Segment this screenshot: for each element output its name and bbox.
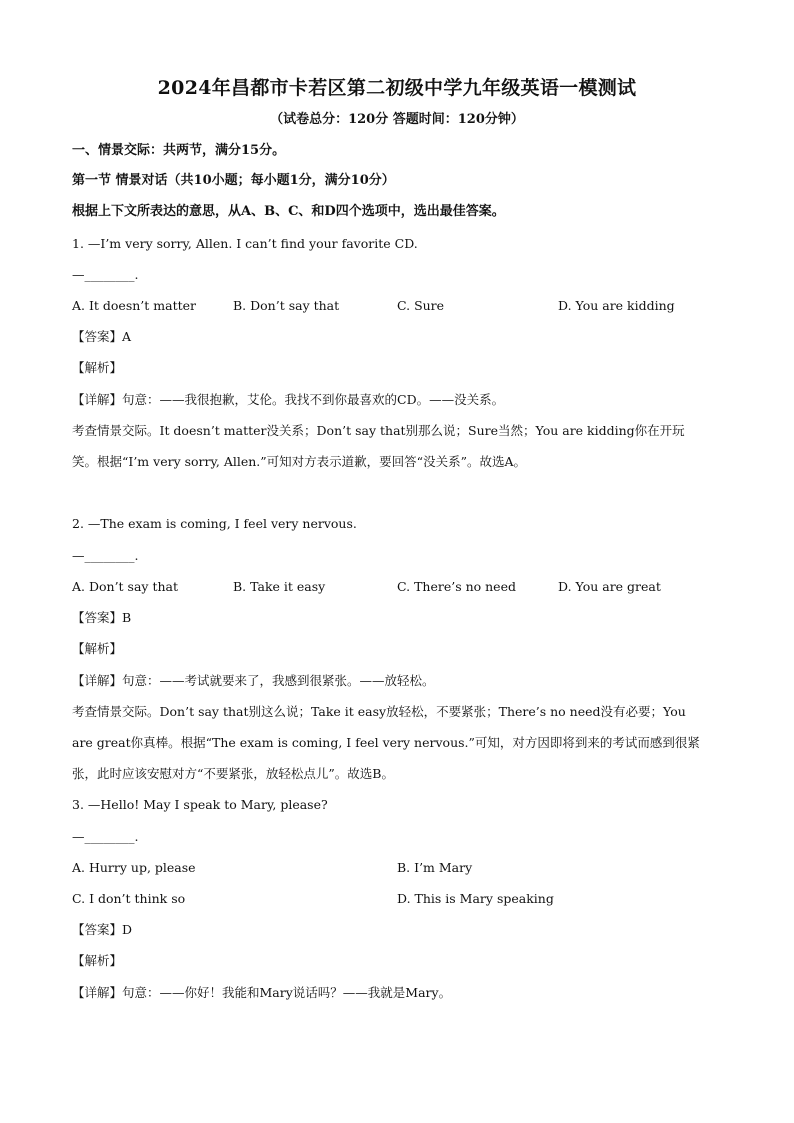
answer-label: 【答案】D <box>72 922 133 937</box>
page-title: 2024年昌都市卡若区第二初级中学九年级英语一模测试 <box>157 77 637 99</box>
analysis-label: 【解析】 <box>72 360 123 375</box>
question-stem: 2. —The exam is coming, I feel very nervous. <box>72 516 357 531</box>
option-a: A. Don’t say that <box>72 579 178 594</box>
option-a: A. Hurry up, please <box>72 860 196 875</box>
option-b: B. Don’t say that <box>233 298 340 313</box>
option-b: B. I’m Mary <box>397 860 473 875</box>
option-d: D. You are kidding <box>558 298 675 313</box>
explanation-line: 笑。根据“I’m very sorry, Allen.”可知对方表示道歉，要回答“没关系”。故选A。 <box>72 454 526 469</box>
answer-blank: —________. <box>72 267 139 282</box>
exam-info: （试卷总分：120分 答题时间：120分钟） <box>270 112 524 127</box>
detail-text: 【详解】句意：——你好！我能和Mary说话吗？——我就是Mary。 <box>72 985 452 1000</box>
question-stem: 3. —Hello! May I speak to Mary, please? <box>72 797 328 812</box>
detail-text: 【详解】句意：——考试就要来了，我感到很紧张。——放轻松。 <box>72 673 435 688</box>
explanation-line: are great你真棒。根据“The exam is coming, I feel very nervous.”可知，对方因即将到来的考试而感到很紧 <box>72 735 700 750</box>
option-c: C. Sure <box>397 298 445 313</box>
instruction: 根据上下文所表达的意思，从A、B、C、和D四个选项中，选出最佳答案。 <box>72 204 505 219</box>
section-heading: 一、情景交际：共两节，满分15分。 <box>72 143 286 158</box>
question-stem: 1. —I’m very sorry, Allen. I can’t find your favorite CD. <box>72 236 418 251</box>
answer-label: 【答案】B <box>72 610 132 625</box>
answer-blank: —________. <box>72 829 139 844</box>
analysis-label: 【解析】 <box>72 953 123 968</box>
detail-text: 【详解】句意：——我很抱歉，艾伦。我找不到你最喜欢的CD。——没关系。 <box>72 392 505 407</box>
option-a: A. It doesn’t matter <box>72 298 196 313</box>
analysis-label: 【解析】 <box>72 641 123 656</box>
option-c: C. I don’t think so <box>72 891 186 906</box>
answer-blank: —________. <box>72 548 139 563</box>
option-d: D. You are great <box>558 579 661 594</box>
explanation-line: 考查情景交际。Don’t say that别这么说；Take it easy放轻松，不要紧张；There’s no need没有必要；You <box>72 704 686 719</box>
answer-label: 【答案】A <box>72 329 132 344</box>
option-c: C. There’s no need <box>397 579 516 594</box>
explanation-line: 张，此时应该安慰对方“不要紧张，放轻松点儿”。故选B。 <box>72 766 394 781</box>
option-d: D. This is Mary speaking <box>397 891 554 906</box>
option-b: B. Take it easy <box>233 579 326 594</box>
explanation-line: 考查情景交际。It doesn’t matter没关系；Don’t say that别那么说；Sure当然；You are kidding你在开玩 <box>72 423 685 438</box>
part-heading: 第一节 情景对话（共10小题；每小题1分，满分10分） <box>72 173 395 188</box>
